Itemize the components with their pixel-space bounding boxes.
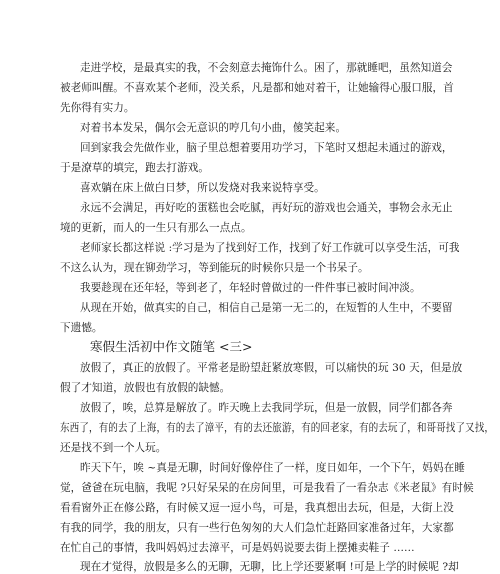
text-line: 有我的同学，我的朋友，只有一些行色匆匆的大人们急忙赶路回家准备过年，大家都	[60, 522, 454, 534]
text-line: 还是找不到一个人玩。	[60, 442, 167, 454]
text-line: 先你得有实力。	[60, 102, 135, 114]
text-line: 境的更新，而人的一生只有那么一点点。	[60, 222, 252, 234]
text-line: 从现在开始，做真实的自己，相信自己是第一无二的，在短暂的人生中，不要留	[80, 302, 453, 314]
text-line: 现在才觉得，放假是多么的无聊，无聊，比上学还要紧啊 !可是上学的时候呢 ?却	[80, 561, 459, 573]
text-line: 放假了，真正的放假了。平常老是盼望赶紧放寒假，可以痛快的玩 30 天，但是放	[80, 362, 463, 374]
text-line: 假了才知道，放假也有放假的缺憾。	[60, 382, 231, 394]
text-line: 永远不会满足，再好吃的蛋糕也会吃腻，再好玩的游戏也会通关，事物会永无止	[80, 202, 453, 214]
text-line: 对着书本发呆，偶尔会无意识的哼几句小曲，傻笑起来。	[80, 122, 347, 134]
text-line: 看看窗外正在修公路，有时候又逗一逗小鸟，可是，我真想出去玩，但是，大街上没	[60, 502, 454, 514]
text-line: 觉，爸爸在玩电脑，我呢 ?只好呆呆的在房间里，可是我看了一看杂志《米老鼠》有时候	[60, 482, 474, 494]
text-line: 回到家我会先做作业，脑子里总想着要用功学习，下笔时又想起未通过的游戏，	[80, 142, 453, 154]
text-line: 东西了，有的去了上海，有的去了漳平，有的去还旅游，有的回老家，有的去玩了，和哥哥找了又找，	[60, 422, 494, 434]
text-line: 下遗憾。	[60, 322, 103, 334]
text-line: 放假了，唉，总算是解放了。昨天晚上去我同学玩，但是一放假，同学们都各奔	[80, 402, 453, 414]
text-line: 在忙自己的事情，我叫妈妈过去漳平，可是妈妈说要去街上摆摊卖鞋子 ……	[60, 542, 415, 554]
text-line: 走进学校，是最真实的我，不会刻意去掩饰什么。困了，那就睡吧，虽然知道会	[80, 62, 453, 74]
text-line: 喜欢躺在床上做白日梦，所以发烧对我来说特享受。	[80, 182, 325, 194]
text-line: 我要趁现在还年轻，等到老了，年轻时曾做过的一件件事已被时间冲淡。	[80, 282, 421, 294]
section-heading: 寒假生活初中作文随笔 <三>	[90, 339, 253, 354]
text-line: 不这么认为，现在铆劲学习，等到能玩的时候你只是一个书呆子。	[60, 262, 369, 274]
text-line: 于是潦草的填完，跑去打游戏。	[60, 162, 210, 174]
text-line: 昨天下午，唉 ~真是无聊，时间好像停住了一样，度日如年，一个下午，妈妈在睡	[80, 462, 465, 474]
text-line: 老师家长都这样说 :学习是为了找到好工作，找到了好工作就可以享受生活，可我	[80, 242, 460, 254]
text-line: 被老师叫醒。不喜欢某个老师，没关系，凡是都和她对着干，让她输得心服口服，首	[60, 82, 454, 94]
